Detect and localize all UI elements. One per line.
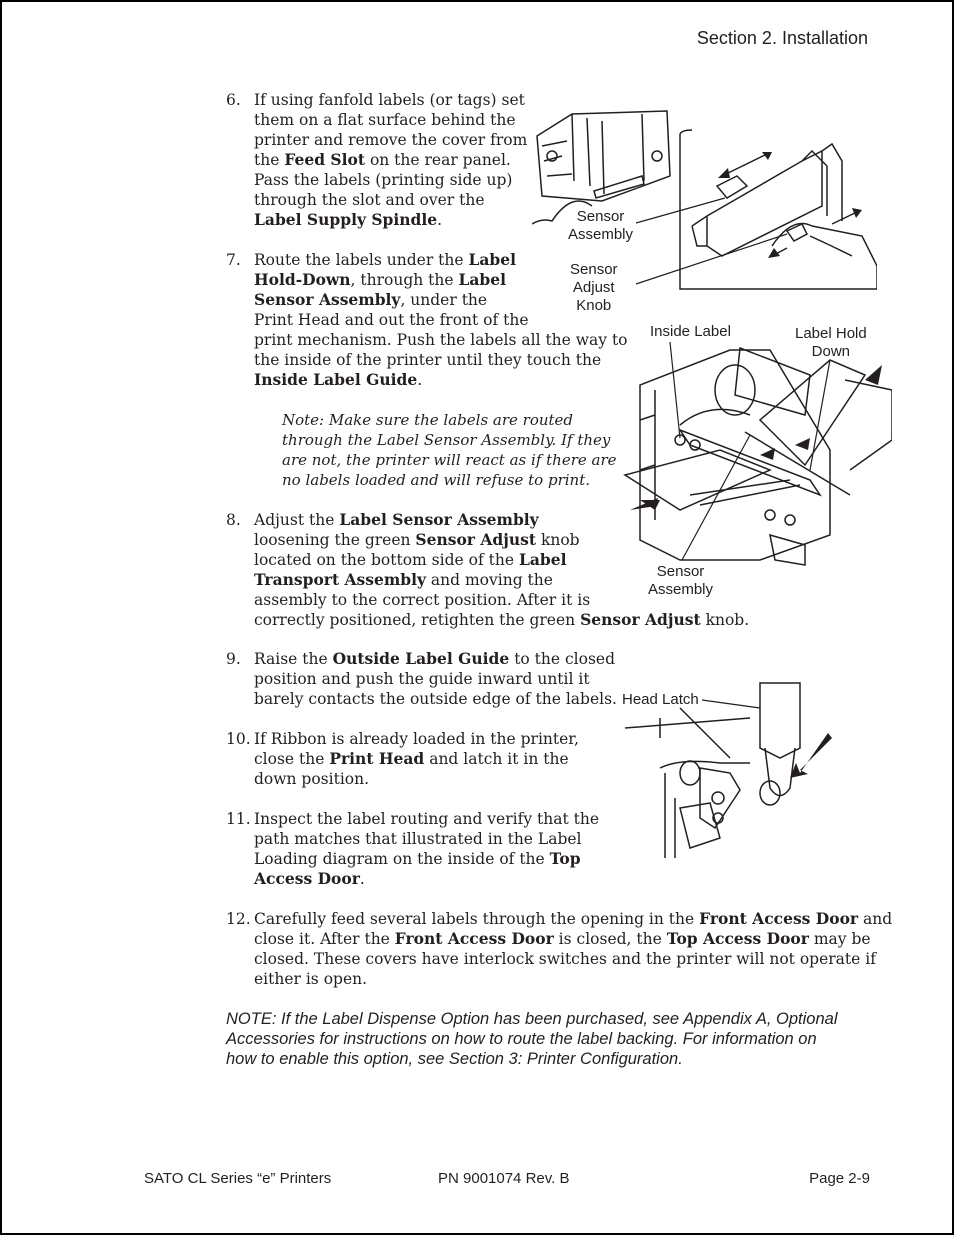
step-line xyxy=(254,949,892,969)
text-run: assembly to the correct position. After it is xyxy=(254,591,591,609)
text-run: , under the xyxy=(400,291,488,309)
text-run: . xyxy=(417,371,423,389)
footer-part-number: PN 9001074 Rev. B xyxy=(438,1170,570,1187)
text-run: position and push the guide inward until it xyxy=(254,670,590,688)
text-run: down position. xyxy=(254,770,370,788)
step-line xyxy=(254,170,527,190)
emphasized-term: Sensor Adjust xyxy=(415,530,537,549)
emphasized-term: Label xyxy=(518,550,567,569)
step-line xyxy=(254,869,599,889)
step-text xyxy=(254,729,579,789)
text-run: . xyxy=(359,870,365,888)
text-run: Pass the labels (printing side up) xyxy=(254,171,513,189)
emphasized-term: Label xyxy=(458,270,507,289)
text-run: close the xyxy=(254,750,330,768)
note-line: through the Label Sensor Assembly. If they xyxy=(282,431,611,449)
emphasized-term: Front Access Door xyxy=(394,929,554,948)
text-run: Route the labels under the xyxy=(254,251,469,269)
note-line: NOTE: If the Label Dispense Option has been purchased, see Appendix A, Optional xyxy=(226,1010,838,1028)
step-line xyxy=(254,909,892,929)
step-number: 7. xyxy=(226,251,241,269)
text-run: located on the bottom side of the xyxy=(254,551,519,569)
text-run: , through the xyxy=(350,271,459,289)
emphasized-term: Hold-Down xyxy=(254,270,351,289)
text-run: either is open. xyxy=(254,970,368,988)
step-line xyxy=(254,190,527,210)
step-line xyxy=(254,729,579,749)
text-run: correctly positioned, retighten the green xyxy=(254,611,581,629)
note-line: Note: Make sure the labels are routed xyxy=(282,411,574,429)
emphasized-term: Top Access Door xyxy=(666,929,809,948)
text-run: on the rear panel. xyxy=(365,151,511,169)
text-run: is closed, the xyxy=(553,930,667,948)
text-run: Carefully feed several labels through the opening in the xyxy=(254,910,700,928)
text-run: knob. xyxy=(700,611,750,629)
step-number: 11. xyxy=(226,810,251,828)
emphasized-term: Transport Assembly xyxy=(254,570,426,589)
text-run: Loading diagram on the inside of the xyxy=(254,850,550,868)
emphasized-term: Inside Label Guide xyxy=(254,370,418,389)
text-run: Adjust the xyxy=(254,511,340,529)
emphasized-term: Feed Slot xyxy=(284,150,366,169)
step-line xyxy=(254,749,579,769)
step-line xyxy=(254,929,892,949)
step-line xyxy=(254,610,749,630)
text-run: printer and remove the cover from xyxy=(254,131,528,149)
step-line xyxy=(254,829,599,849)
emphasized-term: Sensor Assembly xyxy=(254,290,401,309)
step-number: 10. xyxy=(226,730,251,748)
text-run: knob xyxy=(536,531,580,549)
text-run: path matches that illustrated in the Label xyxy=(254,830,582,848)
label-routing-illustration xyxy=(620,320,892,605)
step-line xyxy=(254,969,892,989)
step-line xyxy=(254,809,599,829)
step-number: 6. xyxy=(226,91,241,109)
emphasized-term: Print Head xyxy=(329,749,425,768)
footer-page-number: Page 2-9 xyxy=(809,1170,870,1187)
step-line xyxy=(254,150,527,170)
caption-inside-label: Inside Label xyxy=(650,323,731,340)
text-run: If Ribbon is already loaded in the printer, xyxy=(254,730,579,748)
emphasized-term: Front Access Door xyxy=(699,909,859,928)
step-line xyxy=(254,130,527,150)
emphasized-term: Top xyxy=(549,849,581,868)
head-latch-illustration xyxy=(620,678,850,858)
text-run: print mechanism. Push the labels all the way to xyxy=(254,331,628,349)
caption-sensor-assembly: Sensor Assembly xyxy=(568,208,634,243)
note-line: Accessories for instructions on how to route the label backing. For information on xyxy=(226,1030,817,1048)
text-run: Inspect the label routing and verify that the xyxy=(254,810,600,828)
text-run: to the closed xyxy=(509,650,616,668)
caption-head-latch: Head Latch xyxy=(622,691,699,708)
text-run: closed. These covers have interlock switches and the printer will not operate if xyxy=(254,950,876,968)
step-text xyxy=(254,909,892,989)
step-line xyxy=(254,769,579,789)
step-line xyxy=(254,689,617,709)
text-run: the inside of the printer until they touch the xyxy=(254,351,602,369)
emphasized-term: Sensor Adjust xyxy=(580,610,701,629)
step-text xyxy=(254,90,527,230)
step-line xyxy=(254,370,628,390)
text-run: Print Head and out the front of the xyxy=(254,311,529,329)
footer-product: SATO CL Series “e” Printers xyxy=(144,1170,332,1187)
caption-sensor-adjust-knob: Sensor Adjust Knob xyxy=(570,261,618,314)
text-run: and xyxy=(858,910,893,928)
note-line: how to enable this option, see Section 3: Printer Configuration. xyxy=(226,1050,683,1068)
text-run: close it. After the xyxy=(254,930,395,948)
text-run: them on a flat surface behind the xyxy=(254,111,516,129)
step-line xyxy=(254,90,527,110)
emphasized-term: Outside Label Guide xyxy=(332,649,510,668)
step-line xyxy=(254,210,527,230)
text-run: may be xyxy=(808,930,871,948)
text-run: the xyxy=(254,151,285,169)
step-number: 8. xyxy=(226,511,241,529)
text-run: and latch it in the xyxy=(424,750,569,768)
text-run: loosening the green xyxy=(254,531,416,549)
dispense-option-note xyxy=(226,1009,837,1069)
section-header: Section 2. Installation xyxy=(696,28,868,48)
caption-sensor-assembly: Sensor Assembly xyxy=(648,563,714,598)
step-line xyxy=(254,330,628,350)
step-number: 9. xyxy=(226,650,241,668)
text-run: If using fanfold labels (or tags) set xyxy=(254,91,525,109)
step-line xyxy=(254,849,599,869)
caption-label-hold-down: Label Hold Down xyxy=(795,325,867,360)
step-line xyxy=(254,110,527,130)
step-number: 12. xyxy=(226,910,251,928)
step-line xyxy=(254,350,628,370)
text-run: through the slot and over the xyxy=(254,191,485,209)
step-text xyxy=(254,649,617,709)
step-line xyxy=(254,669,617,689)
note-line: are not, the printer will react as if there are xyxy=(282,451,617,469)
text-run: barely contacts the outside edge of the labels. xyxy=(254,690,617,708)
routing-note xyxy=(282,410,617,490)
text-run: and moving the xyxy=(425,571,553,589)
text-run: Raise the xyxy=(254,650,333,668)
sensor-adjust-illustration xyxy=(532,106,877,321)
emphasized-term: Label xyxy=(468,250,516,269)
text-run: . xyxy=(437,211,443,229)
step-text xyxy=(254,809,599,889)
note-line: no labels loaded and will refuse to print. xyxy=(282,471,590,489)
emphasized-term: Label Sensor Assembly xyxy=(339,510,539,529)
step-line xyxy=(254,649,617,669)
emphasized-term: Label Supply Spindle xyxy=(254,210,438,229)
emphasized-term: Access Door xyxy=(254,869,360,888)
